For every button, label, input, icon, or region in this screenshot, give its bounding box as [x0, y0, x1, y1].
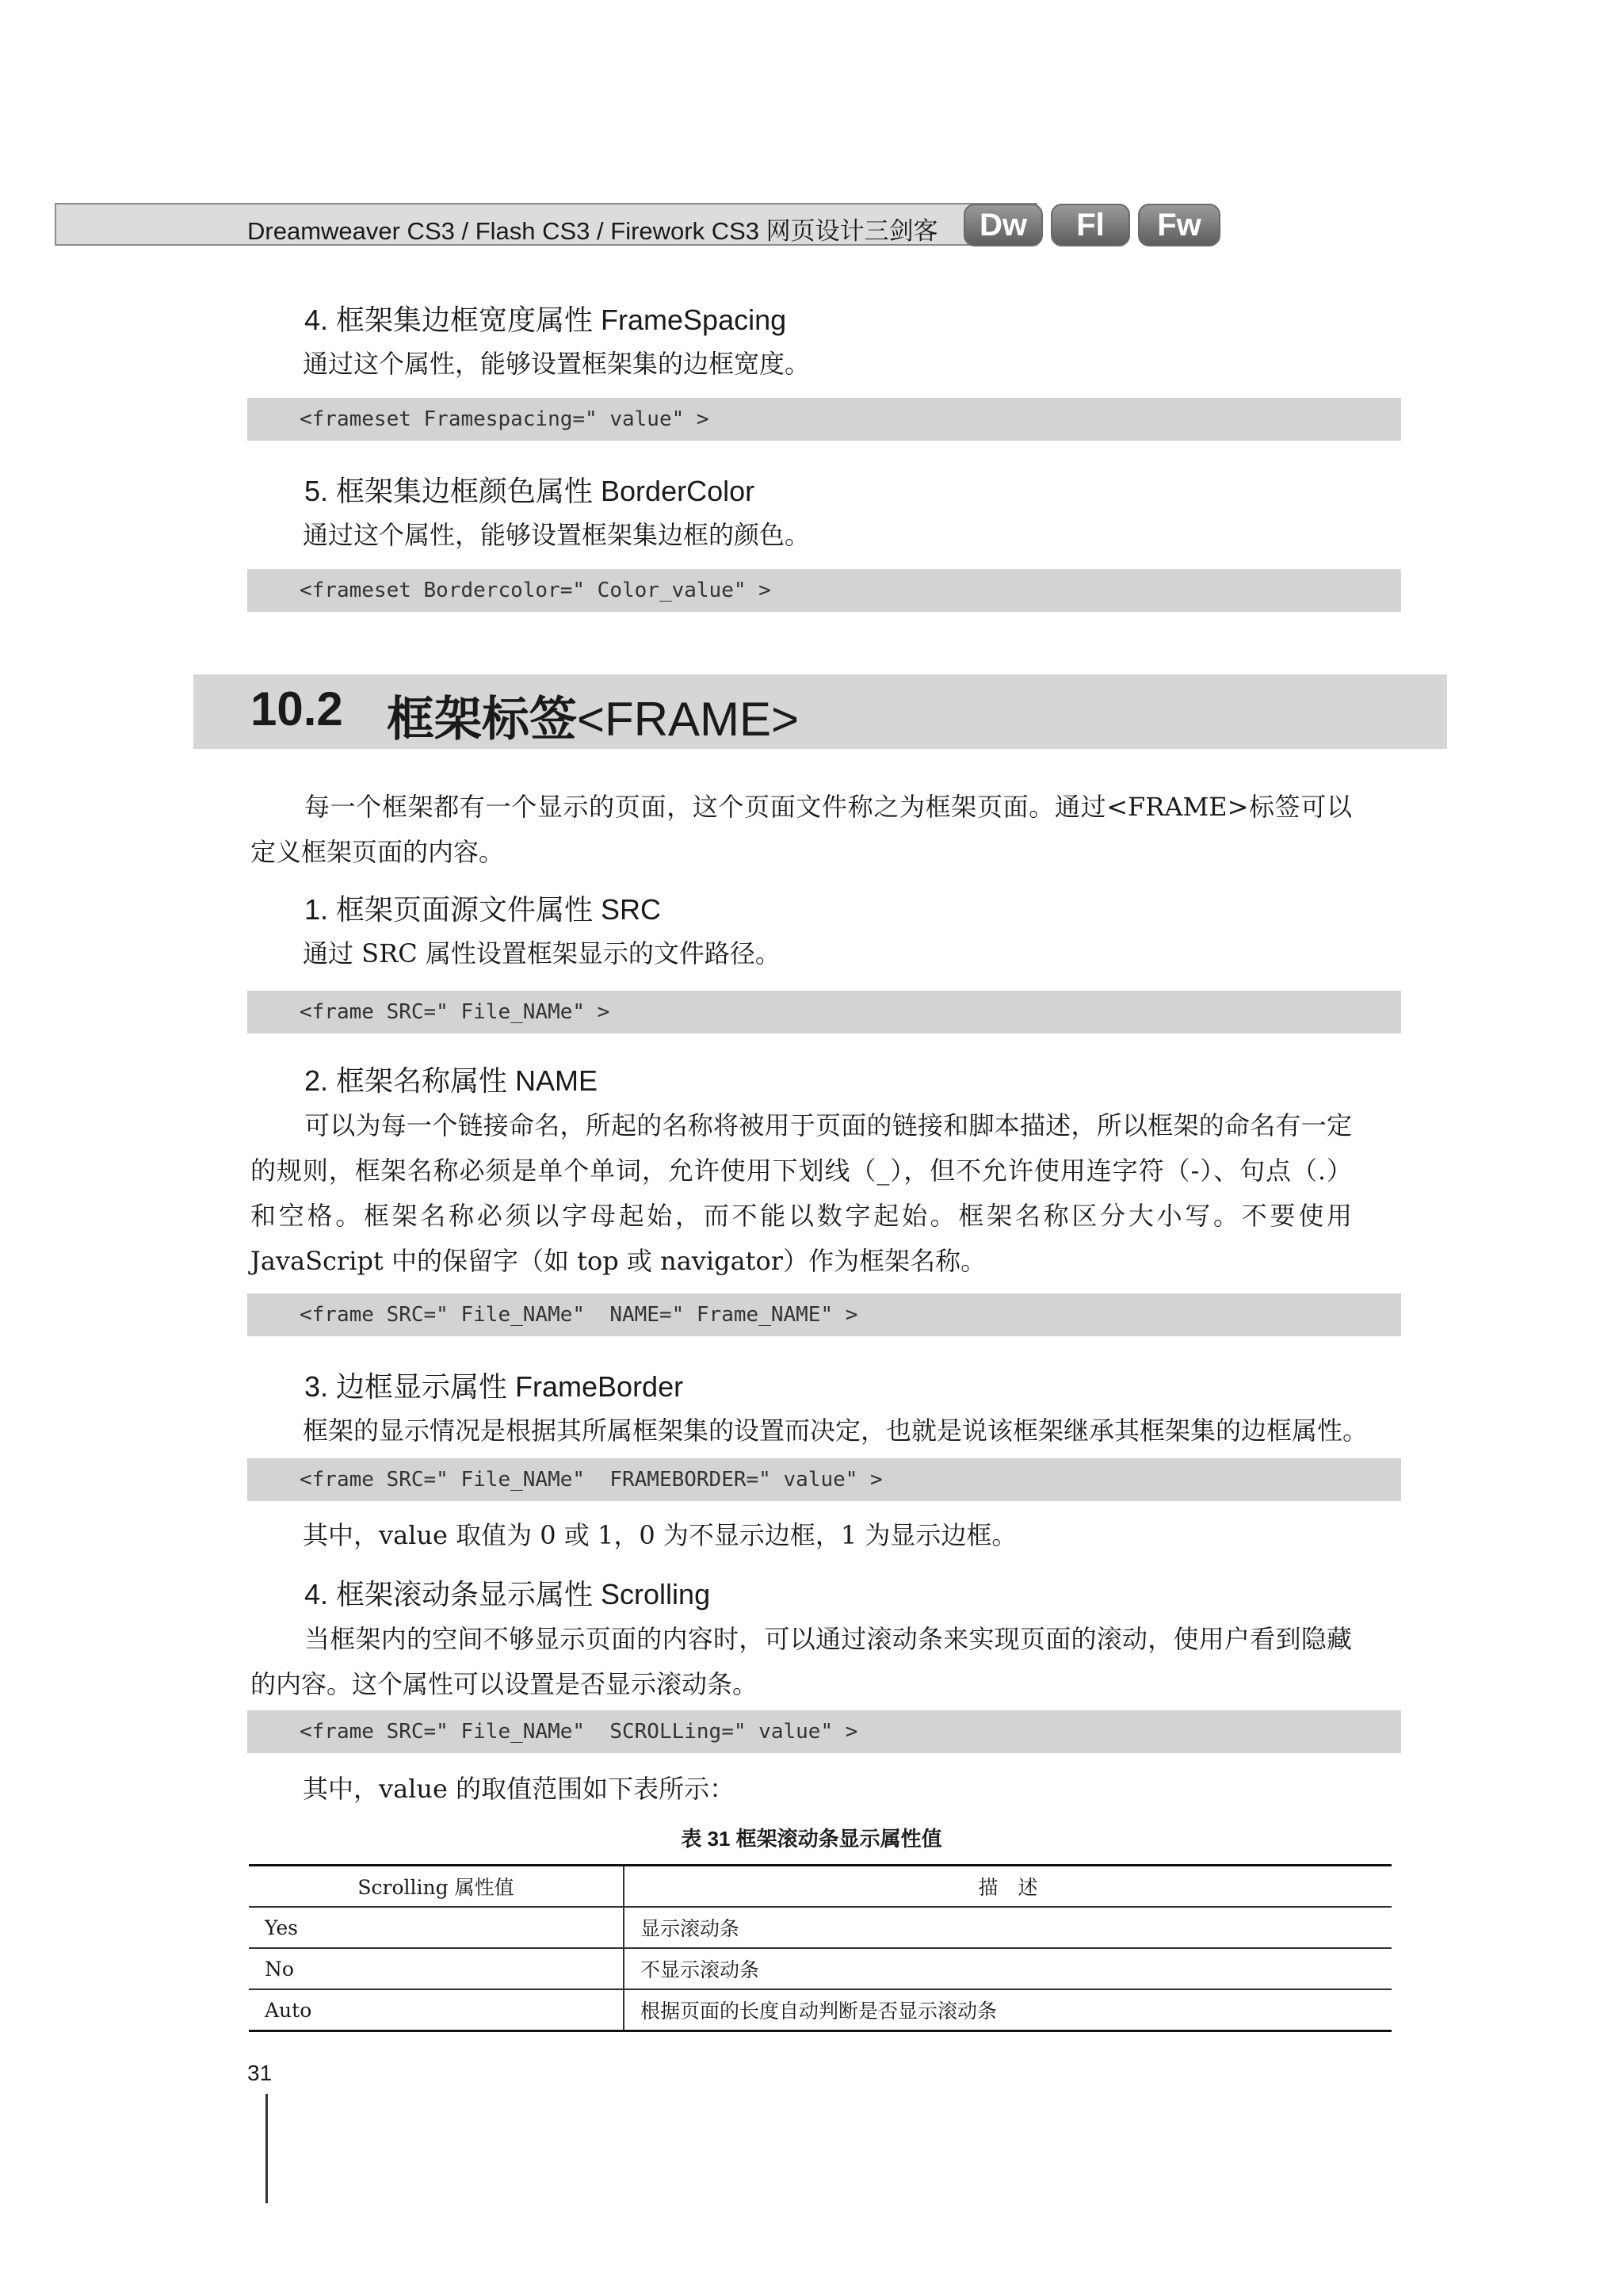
scrolling-code-block [247, 1710, 1401, 1753]
scrolling-code: <frame SRC=" File_NAMe" SCROLLing=" value" > [300, 1720, 858, 1744]
table-cell: 根据页面的长度自动判断是否显示滚动条 [624, 1989, 1392, 2031]
section-number: 10.2 [250, 682, 343, 735]
fl-logo-badge: Fl [1051, 204, 1130, 246]
src-heading: 1. 框架页面源文件属性 SRC [304, 893, 662, 926]
table-cell: 不显示滚动条 [624, 1948, 1392, 1989]
bordercolor-code: <frameset Bordercolor=" Color_value" > [300, 579, 771, 602]
table-row [249, 1948, 1392, 1989]
bordercolor-desc: 通过这个属性，能够设置框架集边框的颜色。 [303, 520, 811, 550]
table-header-cell: Scrolling 属性值 [249, 1866, 624, 1908]
section-title-tag: <FRAME> [577, 693, 800, 746]
frameborder-code-block [247, 1458, 1401, 1501]
name-code: <frame SRC=" File_NAMe" NAME=" Frame_NAME" > [300, 1303, 858, 1327]
framespacing-heading: 4. 框架集边框宽度属性 FrameSpacing [304, 304, 787, 336]
name-heading: 2. 框架名称属性 NAME [304, 1064, 598, 1097]
section-intro-paragraph: 每一个框架都有一个显示的页面，这个页面文件称之为框架页面。通过<FRAME>标签可以定义框架页面的内容。 [250, 792, 1352, 867]
margin-rule [265, 2094, 268, 2203]
section-title-bold: 框架标签 [387, 693, 577, 746]
scrolling-desc-paragraph: 当框架内的空间不够显示页面的内容时，可以通过滚动条来实现页面的滚动，使用户看到隐藏的内容。这个属性可以设置是否显示滚动条。 [250, 1624, 1352, 1699]
section-title [387, 682, 799, 750]
framespacing-desc: 通过这个属性，能够设置框架集的边框宽度。 [303, 349, 811, 379]
bordercolor-heading: 5. 框架集边框颜色属性 BorderColor [304, 475, 755, 507]
section-heading-bar [193, 674, 1447, 749]
scrolling-heading: 4. 框架滚动条显示属性 Scrolling [304, 1578, 711, 1610]
framespacing-code: <frameset Framespacing=" value" > [300, 407, 709, 431]
table-row [249, 1907, 1392, 1948]
table-caption: 表 31 框架滚动条显示属性值 [681, 1827, 942, 1851]
table-cell: 显示滚动条 [624, 1907, 1392, 1948]
src-code-block [247, 991, 1401, 1033]
table-header-row [249, 1866, 1392, 1908]
frameborder-code: <frame SRC=" File_NAMe" FRAMEBORDER=" value" > [300, 1468, 883, 1492]
name-code-block [247, 1293, 1401, 1336]
src-code: <frame SRC=" File_NAMe" > [300, 1000, 610, 1024]
framespacing-code-block [247, 398, 1401, 441]
src-desc: 通过 SRC 属性设置框架显示的文件路径。 [303, 938, 781, 968]
table-header-cell: 描 述 [624, 1866, 1392, 1908]
table-row [249, 1989, 1392, 2031]
table-cell: Auto [249, 1989, 624, 2031]
table-cell: No [249, 1948, 624, 1989]
scrolling-values-table [249, 1864, 1392, 2032]
frameborder-heading: 3. 边框显示属性 FrameBorder [304, 1370, 684, 1403]
table-cell: Yes [249, 1907, 624, 1948]
fw-logo-badge: Fw [1138, 204, 1220, 246]
name-desc-paragraph: 可以为每一个链接命名，所起的名称将被用于页面的链接和脚本描述，所以框架的命名有一定的规则，框架名称必须是单个单词，允许使用下划线（_），但不允许使用连字符（-）、句点（.） 和空格。框架名称必须以字母起始，而不能以数字起始。框架名称区分大小写。不要使用 JavaScript 中的保留字（如 top 或 navigator）作为框架名称。 [250, 1110, 1352, 1276]
running-header-title: Dreamweaver CS3 / Flash CS3 / Firework CS3 网页设计三剑客 [247, 217, 938, 245]
frameborder-note: 其中，value 取值为 0 或 1，0 为不显示边框，1 为显示边框。 [303, 1520, 1018, 1550]
frameborder-desc: 框架的显示情况是根据其所属框架集的设置而决定，也就是说该框架继承其框架集的边框属性。 [303, 1415, 1369, 1446]
bordercolor-code-block [247, 569, 1401, 612]
page-number: 31 [247, 2061, 273, 2085]
scrolling-note: 其中，value 的取值范围如下表所示： [303, 1774, 735, 1804]
dw-logo-badge: Dw [964, 204, 1043, 246]
